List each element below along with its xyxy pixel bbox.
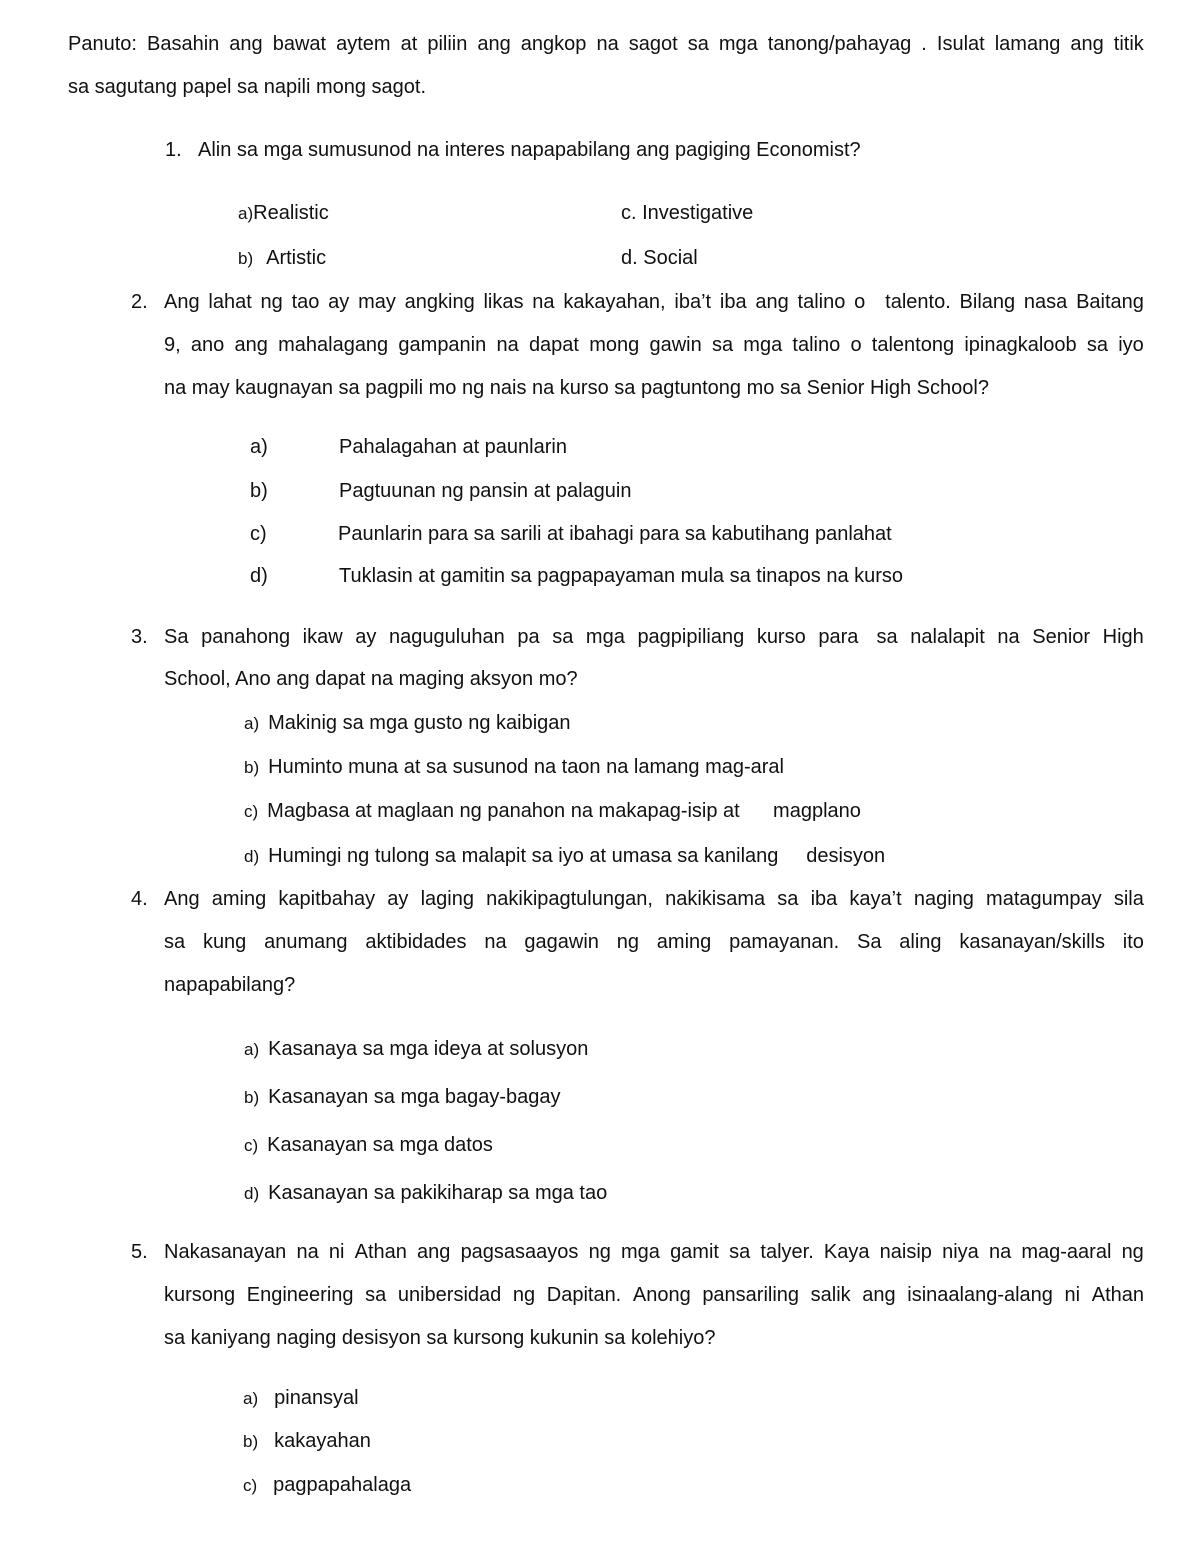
choice-c: [621, 200, 753, 226]
choice-c: [243, 1472, 411, 1499]
word: kursong: [164, 1284, 236, 1306]
word: Engineering: [246, 1284, 354, 1306]
word: kakayahan,: [563, 291, 666, 313]
word: kung: [202, 931, 247, 953]
word: iba: [719, 291, 747, 313]
word: para: [818, 626, 864, 648]
question-text-line-3: napapabilang?: [164, 974, 296, 996]
word: gamit: [670, 1241, 719, 1263]
choice-text: pagpapahalaga: [273, 1474, 412, 1496]
word: sila: [1113, 888, 1144, 910]
word: Athan: [1091, 1284, 1144, 1306]
word: kasanayan/skills: [959, 931, 1105, 953]
question-number: 4.: [131, 888, 148, 910]
word: o: [854, 291, 877, 313]
choice-letter: b): [250, 480, 268, 502]
question-text-line-3: na may kaugnayan sa pagpili mo ng nais na kurso sa pagtuntong mo sa Senior High School?: [164, 377, 989, 399]
question-number: 2.: [131, 291, 148, 313]
choice-a: [238, 200, 329, 227]
word: Basahin: [146, 33, 220, 55]
word: sa: [552, 626, 574, 648]
word: ni: [328, 1241, 345, 1263]
word: ay: [355, 626, 377, 648]
word: na: [596, 33, 619, 55]
choice-text: Kasanaya sa mga ideya at solusyon: [268, 1038, 589, 1060]
question-text-line-1: [164, 624, 1144, 650]
word: Kaya: [823, 1241, 870, 1263]
word: ano: [190, 334, 225, 356]
word: Ang: [164, 291, 200, 313]
choice-letter: c): [244, 1136, 259, 1155]
word: ito: [1122, 931, 1144, 953]
word: mga: [585, 626, 625, 648]
question-text-line-2: School, Ano ang dapat na maging aksyon mo?: [164, 668, 578, 690]
choice-a: [243, 1385, 359, 1412]
choice-text: Makinig sa mga gusto ng kaibigan: [268, 712, 571, 734]
word: niya: [942, 1241, 979, 1263]
choice-text: pinansyal: [274, 1387, 359, 1409]
word: ikaw: [302, 626, 343, 648]
word: aming: [656, 931, 712, 953]
word: mahalagang: [278, 334, 389, 356]
word: angkop: [520, 33, 587, 55]
question-text-line-1: [164, 1239, 1144, 1265]
word: ang: [1070, 33, 1104, 55]
word: Panuto:: [68, 33, 137, 55]
word: na: [532, 291, 555, 313]
word: piliin: [427, 33, 468, 55]
word: aytem: [336, 33, 391, 55]
word: Senior: [1032, 626, 1091, 648]
word: tanong/pahayag: [767, 33, 912, 55]
word: pansariling: [702, 1284, 800, 1306]
choice-b: [244, 1084, 561, 1111]
word: na: [997, 626, 1020, 648]
word: at: [400, 33, 418, 55]
word: mga: [718, 33, 758, 55]
word: talino: [797, 291, 846, 313]
word: aling: [899, 931, 942, 953]
instructions-line-1: [68, 31, 1144, 57]
word: Isulat: [936, 33, 985, 55]
choice-text: Tuklasin at gamitin sa pagpapayaman mula sa tinapos na kurso: [339, 565, 904, 587]
choice-text: Investigative: [642, 202, 754, 224]
word: na: [484, 931, 507, 953]
choice-b: [238, 245, 326, 272]
word: titik: [1113, 33, 1144, 55]
choice-letter: a): [238, 204, 254, 223]
word: Bilang: [959, 291, 1016, 313]
word: sa: [876, 626, 898, 648]
word: sa: [164, 931, 186, 953]
word: matagumpay: [986, 888, 1102, 910]
word: bawat: [272, 33, 327, 55]
question-text-line-1: [164, 289, 1144, 315]
question-number: 1.: [165, 139, 182, 161]
choice-letter: a): [250, 436, 268, 458]
word: Anong: [632, 1284, 691, 1306]
word: ni: [1064, 1284, 1081, 1306]
word: ay: [387, 888, 409, 910]
word: Ang: [164, 888, 200, 910]
choice-text: Pahalagahan at paunlarin: [339, 436, 567, 458]
choice-letter: d): [250, 565, 268, 587]
word: mag-aaral: [1021, 1241, 1112, 1263]
choice-text: Kasanayan sa mga bagay-bagay: [268, 1086, 561, 1108]
choice-letter: b): [243, 1432, 259, 1451]
choice-letter: c): [244, 802, 259, 821]
word: sa: [777, 888, 799, 910]
question-text-line-3: sa kaniyang naging desisyon sa kursong kukunin sa kolehiyo?: [164, 1327, 716, 1349]
word: mga: [621, 1241, 660, 1263]
choice-letter: a): [244, 1040, 260, 1059]
word: angking: [404, 291, 475, 313]
choice-letter: c): [243, 1476, 258, 1495]
question-text-line-1: [164, 886, 1144, 912]
choice-d: [621, 245, 698, 271]
choice-letter: b): [244, 1088, 260, 1107]
word: gagawin: [524, 931, 599, 953]
word: talento.: [885, 291, 951, 313]
choice-text: Kasanayan sa pakikiharap sa mga tao: [268, 1182, 608, 1204]
word: nakikipagtulungan,: [486, 888, 653, 910]
word: ang: [477, 33, 511, 55]
word: nasa: [1023, 291, 1068, 313]
word: kurso: [756, 626, 806, 648]
word: lamang: [994, 33, 1061, 55]
word: sa: [687, 33, 709, 55]
choice-letter: d.: [621, 247, 638, 269]
word: pamayanan.: [729, 931, 840, 953]
question-text-line-2: [164, 332, 1144, 358]
word: nakikisama: [665, 888, 766, 910]
word: mga: [743, 334, 783, 356]
word: ang: [417, 1241, 451, 1263]
choice-text: Humingi ng tulong sa malapit sa iyo at umasa sa kanilang desisyon: [268, 845, 886, 867]
choice-letter: a): [243, 1389, 259, 1408]
word: sagot: [628, 33, 678, 55]
word: lahat: [208, 291, 252, 313]
word: nalalapit: [910, 626, 985, 648]
word: likas: [483, 291, 524, 313]
word: sa: [1086, 334, 1108, 356]
word: ay: [328, 291, 350, 313]
question-text-line-2: [164, 1282, 1144, 1308]
word: talyer.: [760, 1241, 814, 1263]
choice-d: [244, 1180, 607, 1207]
word: may: [358, 291, 396, 313]
word: iyo: [1118, 334, 1144, 356]
word: ng: [512, 1284, 536, 1306]
word: unibersidad: [397, 1284, 502, 1306]
word: isinaalang-alang: [907, 1284, 1053, 1306]
choice-letter: c.: [621, 202, 637, 224]
choice-text: Magbasa at maglaan ng panahon na makapag-isip at magplano: [267, 800, 861, 822]
word: panahong: [201, 626, 291, 648]
word: na: [296, 1241, 319, 1263]
word: salik: [810, 1284, 851, 1306]
word: naisip: [879, 1241, 932, 1263]
choice-letter: d): [244, 847, 260, 866]
word: dapat: [528, 334, 579, 356]
word: naging: [913, 888, 974, 910]
choice-text: Social: [643, 247, 698, 269]
word: ng: [616, 931, 639, 953]
word: .: [921, 33, 927, 55]
word: 9,: [164, 334, 181, 356]
word: kaya’t: [849, 888, 902, 910]
choice-letter: d): [244, 1184, 260, 1203]
word: Sa: [856, 931, 882, 953]
word: pa: [517, 626, 540, 648]
word: ang: [755, 291, 789, 313]
word: Nakasanayan: [164, 1241, 287, 1263]
instructions-line-2: sa sagutang papel sa napili mong sagot.: [68, 76, 427, 98]
choice-a: [244, 1036, 588, 1063]
word: anumang: [264, 931, 348, 953]
choice-letter: a): [244, 714, 260, 733]
word: naguguluhan: [389, 626, 505, 648]
word: ang: [229, 33, 263, 55]
word: na: [988, 1241, 1012, 1263]
choice-letter: b): [238, 249, 254, 268]
word: tao: [291, 291, 320, 313]
word: pagsasaayos: [460, 1241, 579, 1263]
choice-d: [244, 843, 885, 870]
word: High: [1102, 626, 1144, 648]
choice-b: [243, 1428, 371, 1455]
word: sa: [365, 1284, 387, 1306]
word: laging: [420, 888, 474, 910]
word: Dapitan.: [546, 1284, 622, 1306]
choice-text: Huminto muna at sa susunod na taon na lamang mag-aral: [268, 756, 784, 778]
word: gawin: [649, 334, 702, 356]
word: gampanin: [398, 334, 487, 356]
choice-text: Paunlarin para sa sarili at ibahagi para sa kabutihang panlahat: [338, 523, 892, 545]
word: iba’t: [674, 291, 712, 313]
choice-letter: b): [244, 758, 260, 777]
choice-b: [244, 754, 784, 781]
choice-c: [244, 1132, 493, 1159]
question-text: Alin sa mga sumusunod na interes napapabilang ang pagiging Economist?: [198, 139, 861, 161]
word: ng: [1121, 1241, 1144, 1263]
word: na: [496, 334, 519, 356]
word: ipinagkaloob: [964, 334, 1077, 356]
choice-text: Kasanayan sa mga datos: [267, 1134, 493, 1156]
word: sa: [729, 1241, 751, 1263]
word: kapitbahay: [278, 888, 376, 910]
question-number: 3.: [131, 626, 148, 648]
word: ang: [862, 1284, 896, 1306]
word: iba: [810, 888, 838, 910]
choice-letter: c): [250, 523, 267, 545]
word: aming: [211, 888, 267, 910]
choice-a: [244, 710, 571, 737]
choice-text: Pagtuunan ng pansin at palaguin: [339, 480, 632, 502]
word: pagpipiliang: [637, 626, 745, 648]
word: Sa: [164, 626, 189, 648]
word: ang: [234, 334, 268, 356]
word: mong: [589, 334, 640, 356]
choice-c: [244, 798, 861, 825]
word: sa: [711, 334, 734, 356]
word: ng: [588, 1241, 611, 1263]
word: o: [850, 334, 862, 356]
word: talentong: [871, 334, 955, 356]
word: Athan: [354, 1241, 407, 1263]
word: ng: [260, 291, 283, 313]
choice-text: Realistic: [253, 202, 329, 224]
word: talino: [792, 334, 841, 356]
choice-text: kakayahan: [274, 1430, 371, 1452]
question-number: 5.: [131, 1241, 148, 1263]
word: aktibidades: [365, 931, 467, 953]
word: Baitang: [1076, 291, 1144, 313]
choice-text: Artistic: [266, 247, 327, 269]
question-text-line-2: [164, 929, 1144, 955]
